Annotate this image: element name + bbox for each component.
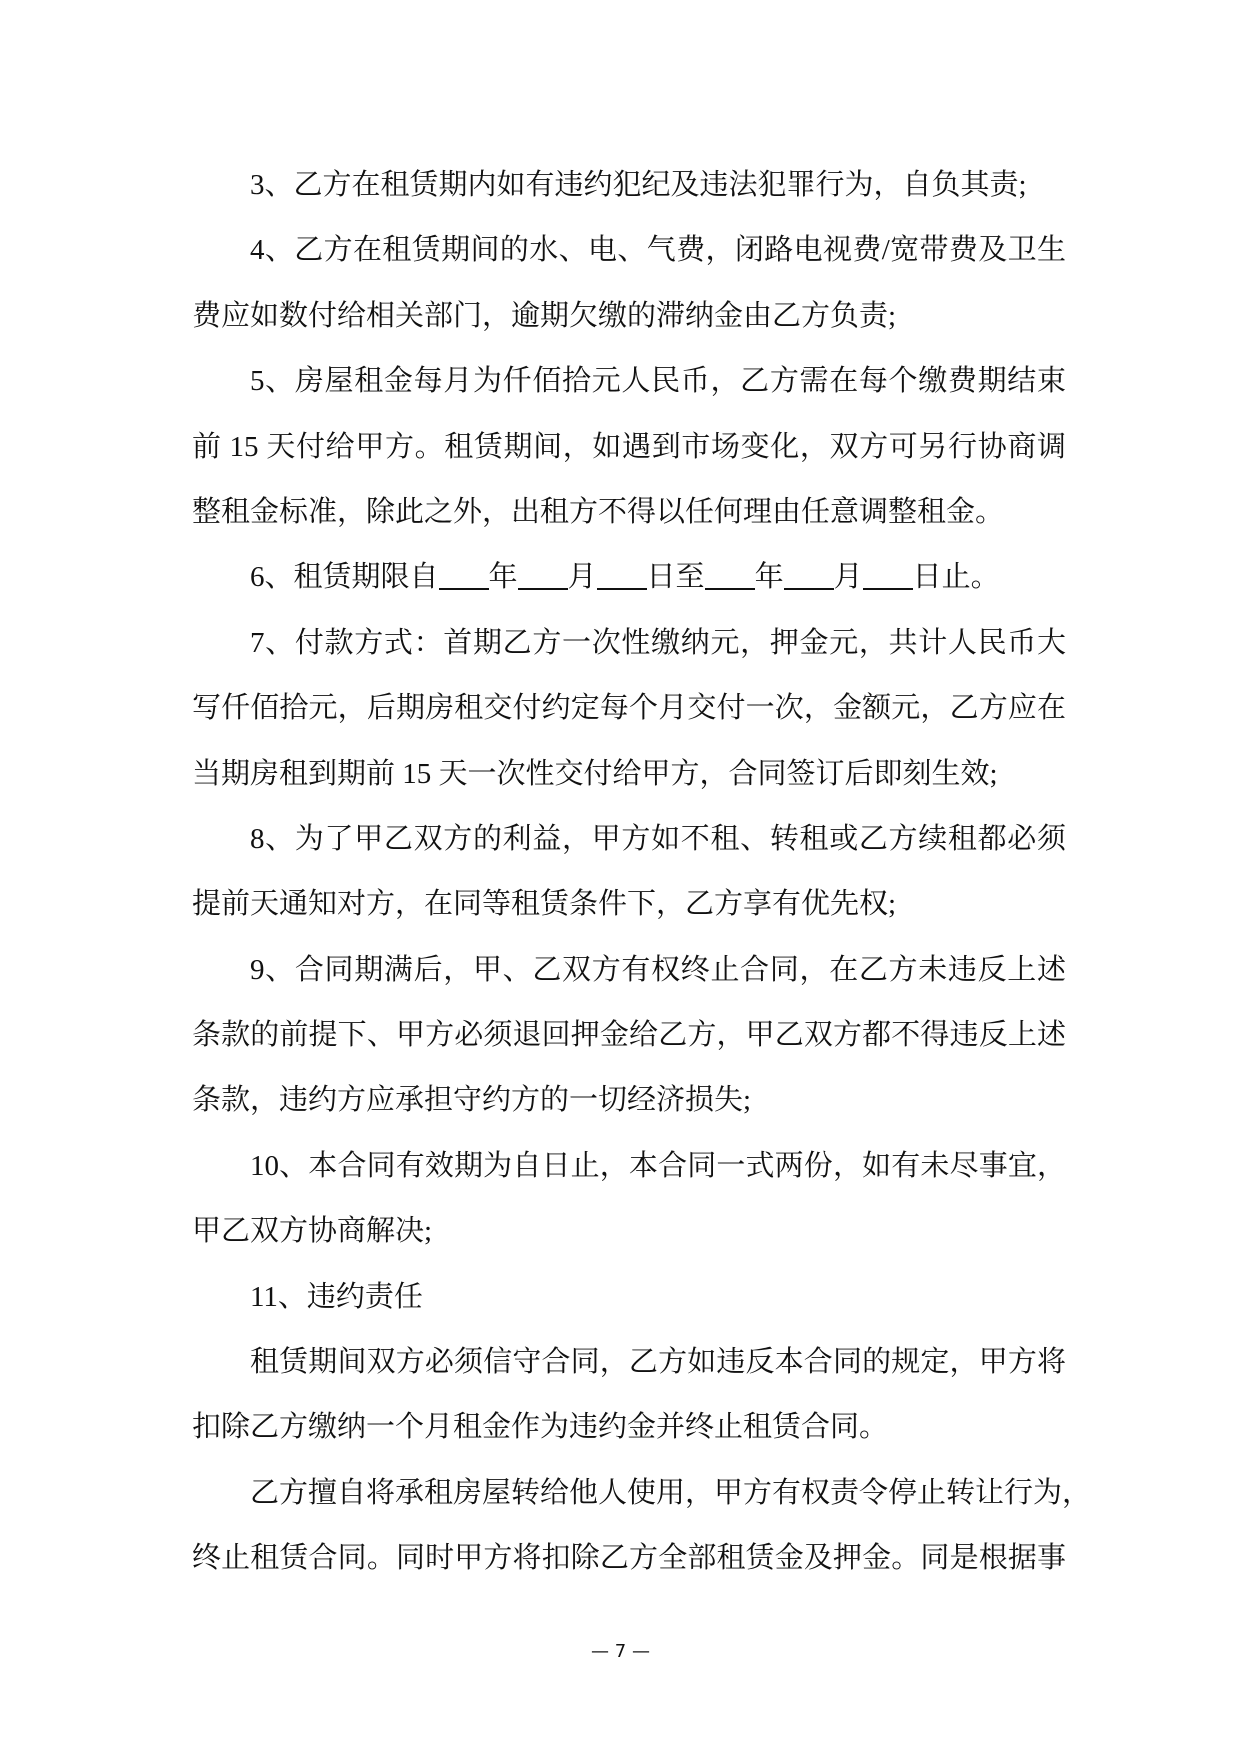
clause-6-line-1 (192, 545, 1066, 610)
clause-6-text-month-2: 月 (833, 561, 863, 594)
start-month-blank (518, 562, 568, 590)
end-month-blank (784, 562, 834, 590)
clause-8-line-2: 提前天通知对方，在同等租赁条件下，乙方享有优先权; (192, 888, 897, 921)
end-day-blank (863, 562, 913, 590)
page-number: — 7 — (591, 1641, 650, 1662)
liability-2-line-2: 终止租赁合同。同时甲方将扣除乙方全部租赁金及押金。同是根据事 (192, 1542, 1066, 1575)
clause-7-line-3: 当期房租到期前 15 天一次性交付给甲方，合同签订后即刻生效; (192, 757, 998, 790)
clause-5 (192, 349, 1066, 545)
start-day-blank (597, 562, 647, 590)
clause-9-line-3: 条款，违约方应承担守约方的一切经济损失; (192, 1084, 752, 1117)
liability-paragraph-1 (192, 1330, 1066, 1461)
clause-8 (192, 807, 1066, 938)
clause-10-line-2: 甲乙双方协商解决; (192, 1215, 433, 1248)
clause-5-line-2: 前 15 天付给甲方。租赁期间，如遇到市场变化，双方可另行协商调 (192, 430, 1066, 463)
clause-9-line-2: 条款的前提下、甲方必须退回押金给乙方，甲乙双方都不得违反上述 (192, 1019, 1066, 1052)
liability-paragraph-2 (192, 1461, 1092, 1592)
clause-11-heading (192, 1265, 1066, 1330)
clause-6-text-start: 6、租赁期限自 (250, 561, 439, 594)
end-year-blank (705, 562, 755, 590)
clause-3 (192, 153, 1066, 218)
clause-9 (192, 938, 1066, 1134)
clause-6-text-month: 月 (567, 561, 597, 594)
document-body (192, 153, 1092, 1592)
clause-6-text-end: 日止。 (912, 561, 1000, 594)
clause-5-line-3: 整租金标准，除此之外，出租方不得以任何理由任意调整租金。 (192, 495, 1005, 528)
clause-11-line-1: 11、违约责任 (250, 1280, 423, 1313)
clause-6-text-year: 年 (488, 561, 518, 594)
clause-6-text-day-to: 日至 (646, 561, 705, 594)
clause-3-line-1: 3、乙方在租赁期内如有违约犯纪及违法犯罪行为，自负其责; (250, 169, 1027, 201)
clause-10 (192, 1134, 1066, 1265)
clause-4 (192, 218, 1066, 349)
clause-6-text-year-2: 年 (754, 561, 784, 594)
clause-5-line-1: 5、房屋租金每月为仟佰拾元人民币，乙方需在每个缴费期结束 (250, 365, 1066, 398)
clause-6-lease-term (192, 545, 1066, 610)
liability-1-line-1: 租赁期间双方必须信守合同，乙方如违反本合同的规定，甲方将 (250, 1346, 1066, 1379)
clause-10-line-1: 10、本合同有效期为自日止，本合同一式两份，如有未尽事宜， (250, 1149, 1066, 1182)
start-year-blank (439, 562, 489, 590)
clause-9-line-1: 9、合同期满后，甲、乙双方有权终止合同，在乙方未违反上述 (250, 953, 1066, 986)
clause-8-line-1: 8、为了甲乙双方的利益，甲方如不租、转租或乙方续租都必须 (250, 822, 1066, 855)
clause-7 (192, 611, 1066, 807)
clause-4-line-2: 费应如数付给相关部门，逾期欠缴的滞纳金由乙方负责; (192, 299, 897, 332)
clause-7-line-2: 写仟佰拾元，后期房租交付约定每个月交付一次，金额元，乙方应在 (192, 692, 1066, 725)
clause-7-line-1: 7、付款方式：首期乙方一次性缴纳元，押金元，共计人民币大 (250, 626, 1066, 659)
liability-2-line-1: 乙方擅自将承租房屋转给他人使用，甲方有权责令停止转让行为， (250, 1476, 1092, 1509)
liability-1-line-2: 扣除乙方缴纳一个月租金作为违约金并终止租赁合同。 (192, 1411, 889, 1444)
clause-4-line-1: 4、乙方在租赁期间的水、电、气费，闭路电视费/宽带费及卫生 (250, 234, 1066, 267)
